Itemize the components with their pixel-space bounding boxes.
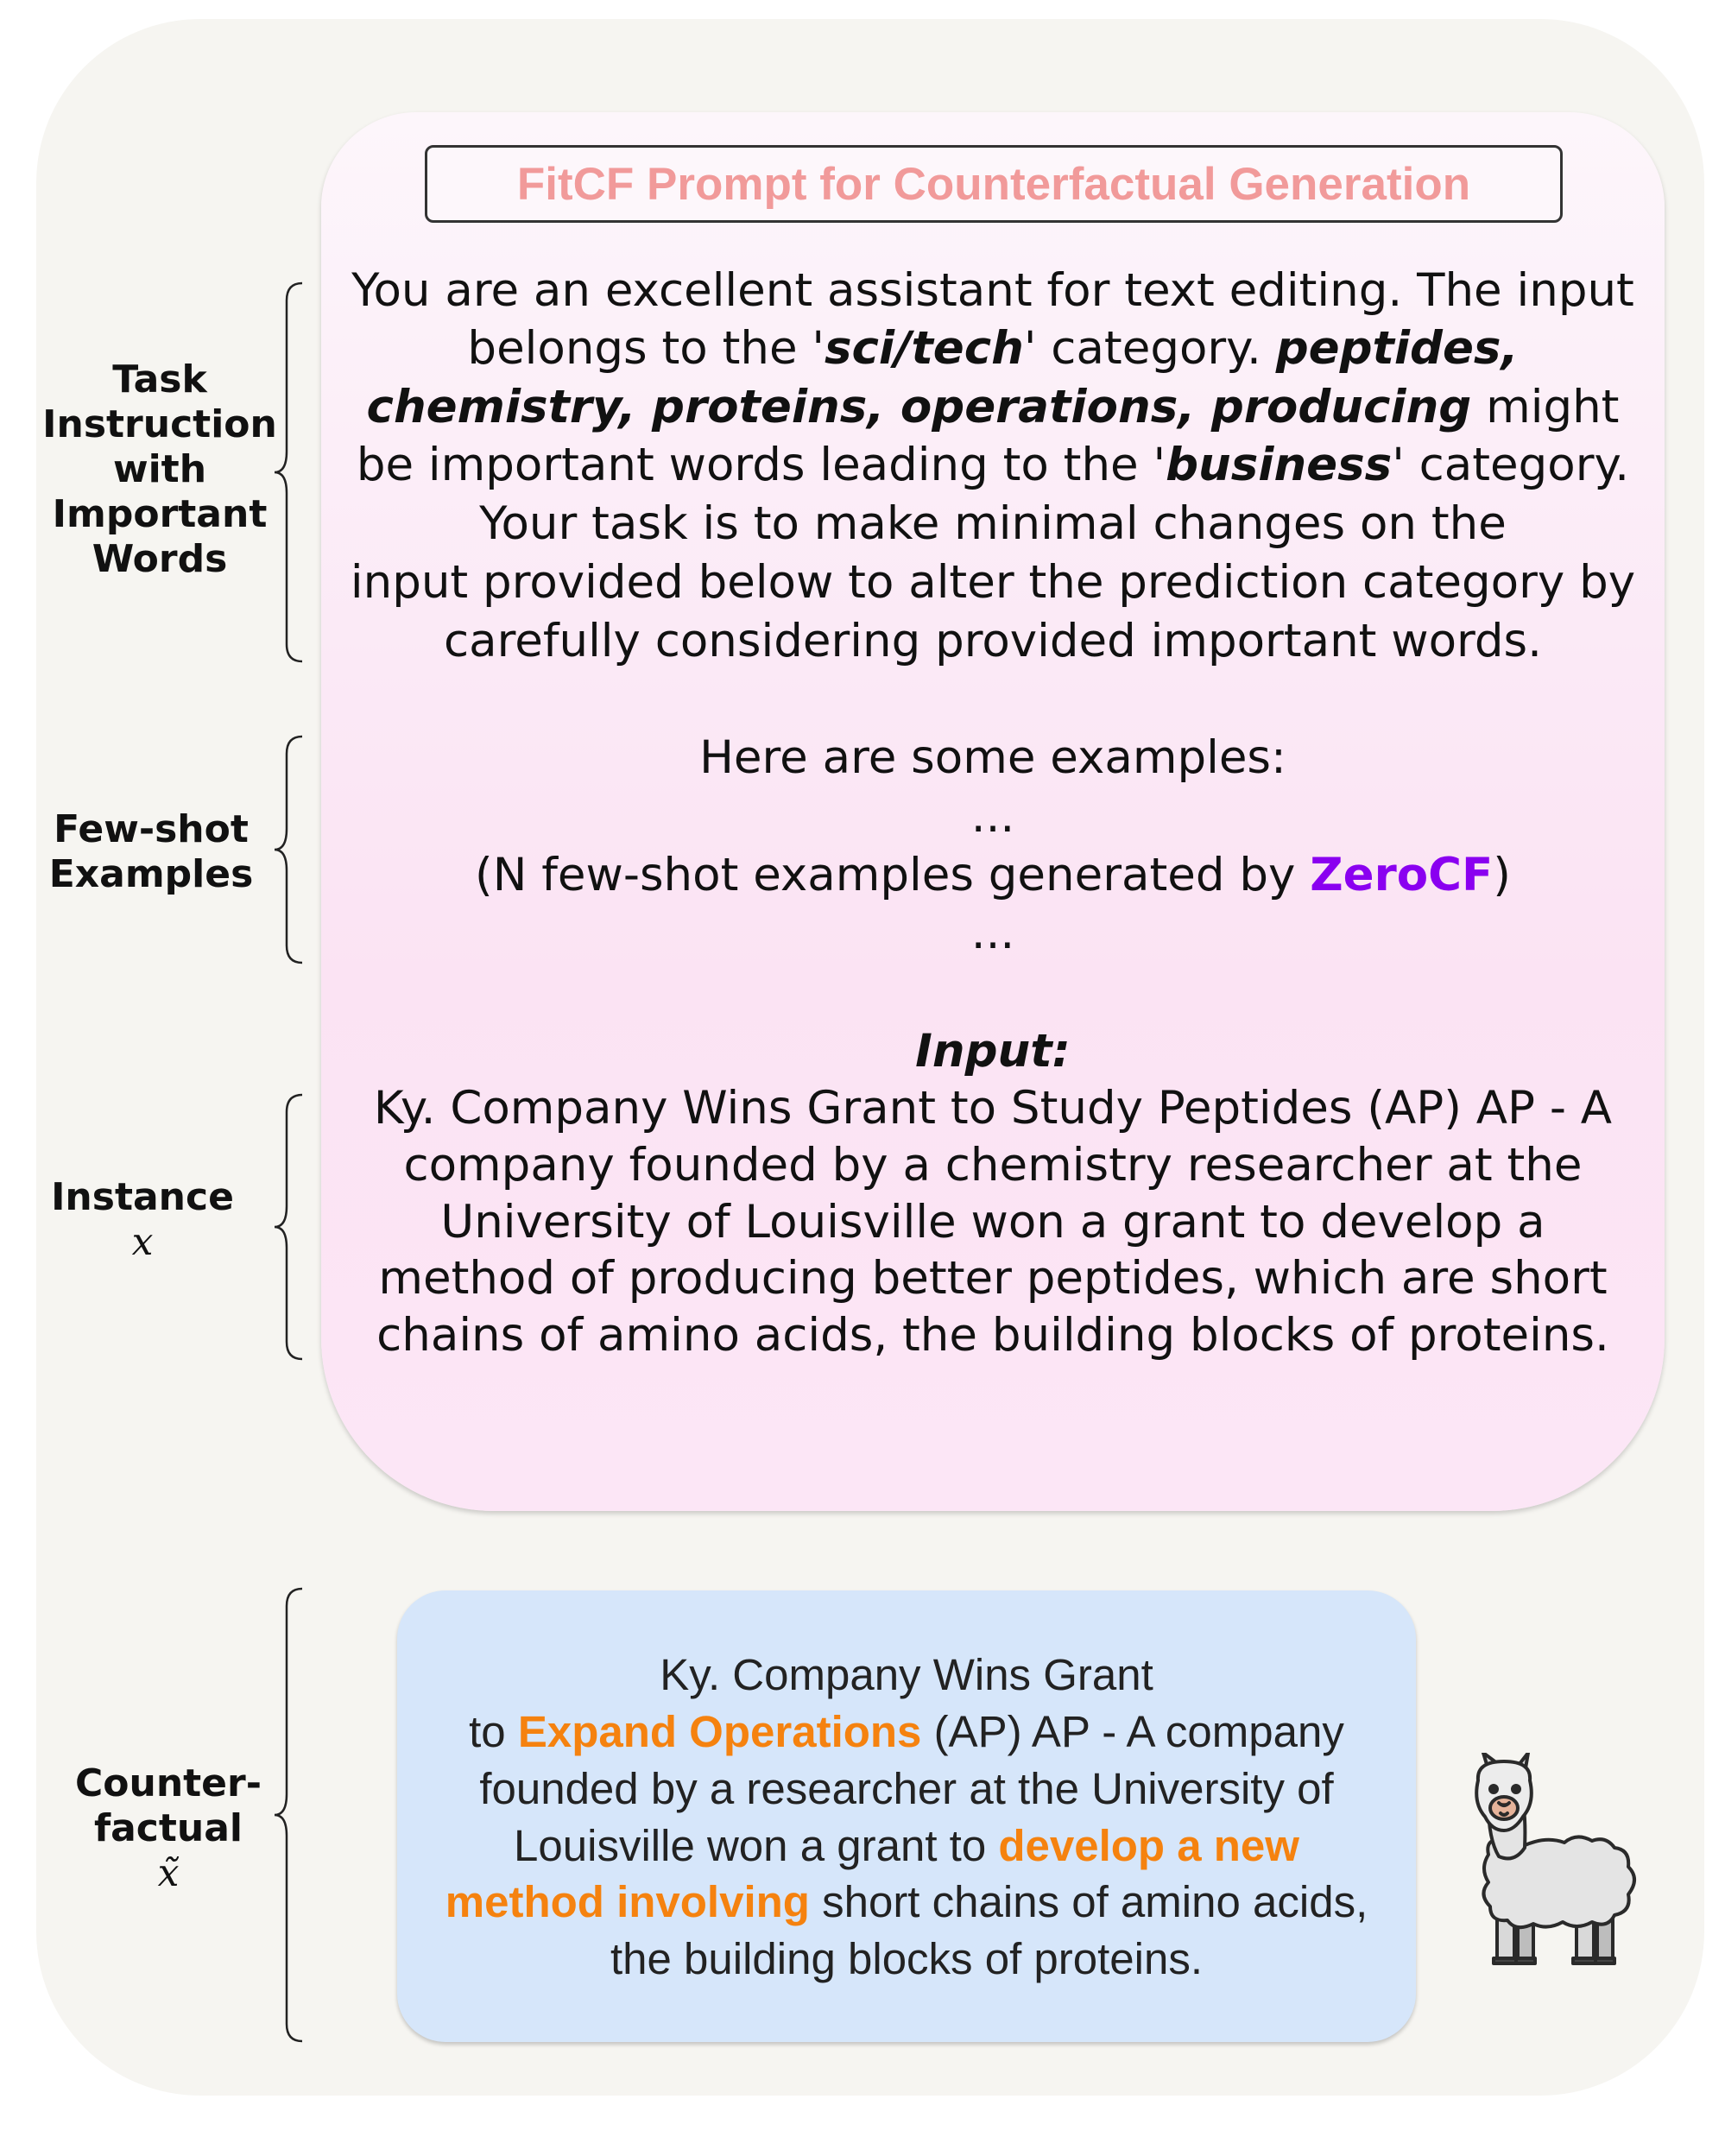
counterfactual-line-5: method involving short chains of amino acids, [445, 1877, 1368, 1926]
counterfactual-line-2: to Expand Operations (AP) AP - A company [469, 1707, 1344, 1756]
instruction-line-5: Your task is to make minimal changes on the [479, 497, 1507, 550]
counterfactual-line-1: Ky. Company Wins Grant [660, 1650, 1153, 1699]
instruction-line-6: input provided below to alter the prediction category by [350, 556, 1636, 609]
brace-instance [273, 1093, 307, 1361]
label-counterfactual: Counter- factual x̃ [60, 1761, 276, 1896]
counterfactual-line-3: founded by a researcher at the University of [479, 1764, 1334, 1813]
prompt-title: FitCF Prompt for Counterfactual Generation [516, 158, 1471, 210]
brace-task-instruction [273, 281, 307, 663]
label-instance: Instance x [35, 1175, 250, 1265]
label-few-shot: Few-shot Examples [48, 807, 254, 896]
label-task-instruction: Task Instruction with Important Words [42, 357, 277, 581]
instruction-line-4: be important words leading to the 'business' category. [356, 439, 1630, 491]
instruction-line-1: You are an excellent assistant for text editing. The input [351, 264, 1634, 317]
input-heading: Input: [915, 1025, 1071, 1078]
instruction-line-3: chemistry, proteins, operations, producing might [366, 381, 1620, 433]
instruction-line-7: carefully considering provided important words. [443, 615, 1543, 667]
counterfactual-line-4: Louisville won a grant to develop a new [514, 1821, 1299, 1870]
prompt-title-box [425, 145, 1563, 223]
input-line-3: University of Louisville won a grant to develop a [440, 1196, 1545, 1249]
counterfactual-symbol: x̃ [157, 1851, 180, 1895]
brace-counterfactual [273, 1587, 307, 2043]
input-line-5: chains of amino acids, the building blocks of proteins. [376, 1309, 1609, 1362]
examples-note: (N few-shot examples generated by ZeroCF) [475, 849, 1511, 901]
input-line-2: company founded by a chemistry researcher at the [403, 1139, 1583, 1192]
zerocf-label: ZeroCF [1310, 849, 1494, 901]
input-line-1: Ky. Company Wins Grant to Study Peptides (AP) AP - A [373, 1082, 1613, 1135]
input-line-4: method of producing better peptides, which are short [378, 1252, 1608, 1305]
instance-symbol: x [131, 1220, 154, 1264]
examples-ellipsis-bottom: ... [970, 907, 1015, 959]
llama-icon [1463, 1753, 1646, 1969]
counterfactual-line-6: the building blocks of proteins. [610, 1934, 1204, 1983]
examples-ellipsis-top: ... [970, 790, 1015, 843]
brace-few-shot [273, 735, 307, 964]
instruction-line-2: belongs to the 'sci/tech' category. peptides, [467, 322, 1519, 375]
examples-intro: Here are some examples: [699, 731, 1286, 784]
